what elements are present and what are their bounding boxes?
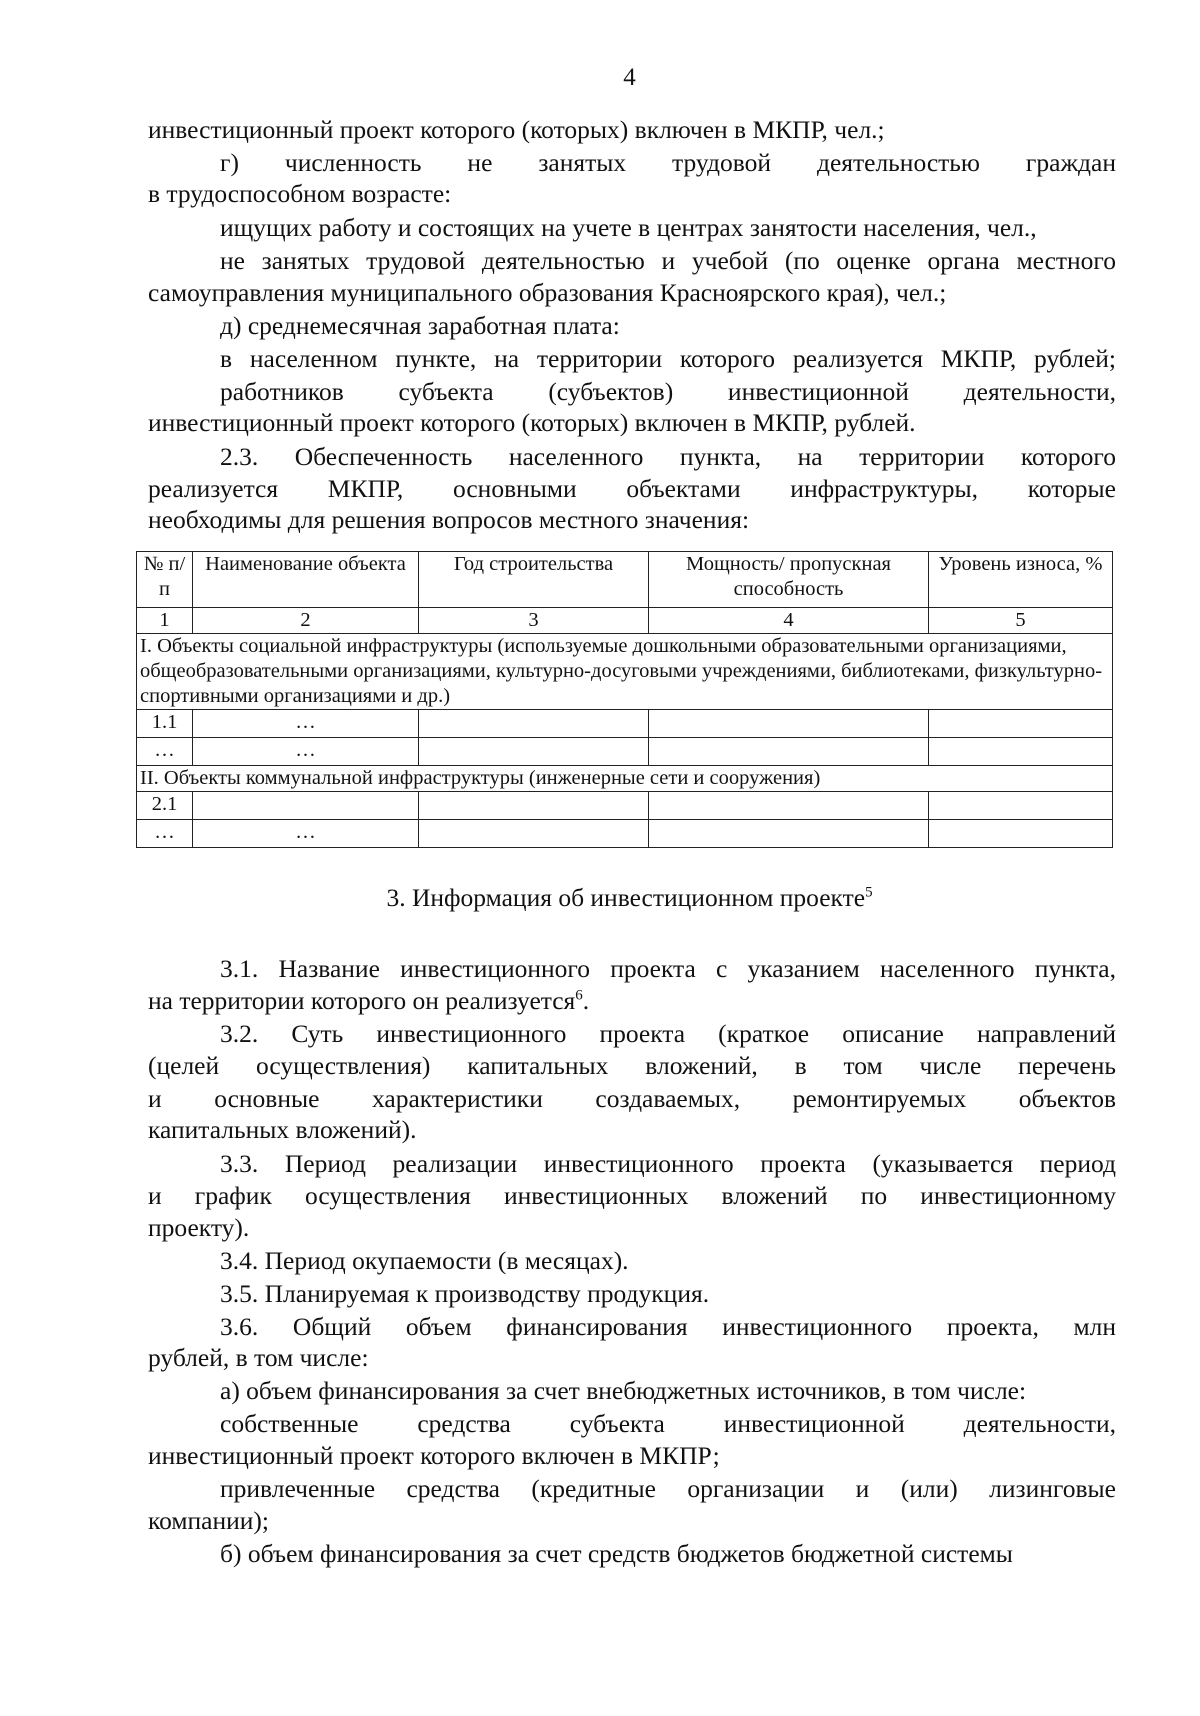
text-line: в населенном пункте, на территории которого реализуется МКПР, рублей; (220, 344, 1116, 373)
text-line: (целей осуществления) капитальных вложений, в том числе перечень (148, 1051, 1116, 1080)
text-line: привлеченные средства (кредитные организации и (или) лизинговые (220, 1474, 1116, 1503)
text-line: инвестиционный проект которого включен в МКПР; (148, 1441, 720, 1470)
row-name (193, 792, 419, 820)
page-number: 4 (623, 64, 636, 91)
text-line: инвестиционный проект которого (которых) включен в МКПР, чел.; (148, 115, 885, 144)
text-line: 3.3. Период реализации инвестиционного проекта (указывается период (220, 1149, 1116, 1178)
text-line: б) объем финансирования за счет средств бюджетов бюджетной системы (220, 1539, 1013, 1568)
row-name: … (193, 710, 419, 738)
footnote-mark: 5 (865, 884, 873, 901)
text-line: на территории которого он реализуется$^6$. (148, 986, 590, 1015)
column-number: 1 (137, 608, 193, 634)
text-line-part: на территории которого он реализуется (148, 986, 576, 1015)
text-line: в трудоспособном возрасте: (148, 179, 452, 208)
empty-cell (649, 738, 929, 766)
text-line: компании); (148, 1506, 269, 1535)
header-cell-name: Наименование объекта (193, 552, 419, 608)
text-line: 3.6. Общий объем финансирования инвестиционного проекта, млн (220, 1312, 1116, 1341)
row-name: … (193, 820, 419, 848)
empty-cell (649, 820, 929, 848)
empty-cell (929, 820, 1113, 848)
column-number: 5 (929, 608, 1113, 634)
column-number: 2 (193, 608, 419, 634)
table-row (137, 792, 1113, 820)
column-number-row (137, 608, 1113, 634)
infrastructure-table (136, 551, 1113, 848)
text-line: проекту). (148, 1213, 250, 1242)
text-line: 3.2. Суть инвестиционного проекта (краткое описание направлений (220, 1019, 1116, 1048)
empty-cell (649, 792, 929, 820)
footnote-mark: 6 (575, 987, 583, 1004)
table-header-row (137, 552, 1113, 608)
text-line: необходимы для решения вопросов местного значения: (148, 505, 750, 534)
text-line: 2.3. Обеспеченность населенного пункта, на территории которого (220, 442, 1116, 471)
table-row (137, 820, 1113, 848)
text-line: ищущих работу и состоящих на учете в центрах занятости населения, чел., (220, 213, 1037, 242)
group-title-communal: II. Объекты коммунальной инфраструктуры (инженерные сети и сооружения) (137, 766, 1113, 792)
header-cell-number: № п/п (137, 552, 193, 608)
group-title-social: I. Объекты социальной инфраструктуры (используемые дошкольными образовательными организациями, общеобразовательными организациями, культурно-досуговыми учреждениями, библиотеками, физкультурно-спортивными организациями и др.) (137, 634, 1113, 710)
text-line: 3.4. Период окупаемости (в месяцах). (220, 1246, 629, 1275)
text-line: и основные характеристики создаваемых, ремонтируемых объектов (148, 1084, 1116, 1113)
row-number: 2.1 (137, 792, 193, 820)
text-line: и график осуществления инвестиционных вложений по инвестиционному (148, 1181, 1116, 1210)
header-cell-capacity: Мощность/ пропускная способность (649, 552, 929, 608)
column-number: 4 (649, 608, 929, 634)
text-line: капитальных вложений). (148, 1115, 417, 1144)
empty-cell (929, 792, 1113, 820)
text-line: собственные средства субъекта инвестиционной деятельности, (220, 1409, 1116, 1438)
table-row (137, 710, 1113, 738)
text-line: рублей, в том числе: (148, 1343, 369, 1372)
row-number: … (137, 738, 193, 766)
text-line: д) среднемесячная заработная плата: (220, 311, 620, 340)
table-row (137, 738, 1113, 766)
text-line: г) численность не занятых трудовой деятельностью граждан (220, 148, 1116, 177)
column-number: 3 (419, 608, 649, 634)
text-line: самоуправления муниципального образования Красноярского края), чел.; (148, 278, 947, 307)
text-line: 3.5. Планируемая к производству продукция. (220, 1279, 710, 1308)
group-row (137, 634, 1113, 710)
empty-cell (419, 710, 649, 738)
header-cell-year: Год строительства (419, 552, 649, 608)
empty-cell (929, 738, 1113, 766)
row-name: … (193, 738, 419, 766)
section-title-text: 3. Информация об инвестиционном проекте (386, 883, 866, 912)
text-line: реализуется МКПР, основными объектами инфраструктуры, которые (148, 474, 1116, 503)
empty-cell (419, 820, 649, 848)
empty-cell (929, 710, 1113, 738)
group-row (137, 766, 1113, 792)
text-line: инвестиционный проект которого (которых) включен в МКПР, рублей. (148, 408, 916, 437)
empty-cell (419, 792, 649, 820)
text-line: не занятых трудовой деятельностью и учебой (по оценке органа местного (220, 246, 1116, 275)
section-title (0, 882, 1200, 913)
text-line: 3.1. Название инвестиционного проекта с указанием населенного пункта, (220, 954, 1116, 983)
empty-cell (419, 738, 649, 766)
text-line: работников субъекта (субъектов) инвестиционной деятельности, (220, 377, 1116, 406)
text-line: а) объем финансирования за счет внебюджетных источников, в том числе: (220, 1376, 1027, 1405)
row-number: 1.1 (137, 710, 193, 738)
header-cell-wear: Уровень износа, % (929, 552, 1113, 608)
empty-cell (649, 710, 929, 738)
row-number: … (137, 820, 193, 848)
